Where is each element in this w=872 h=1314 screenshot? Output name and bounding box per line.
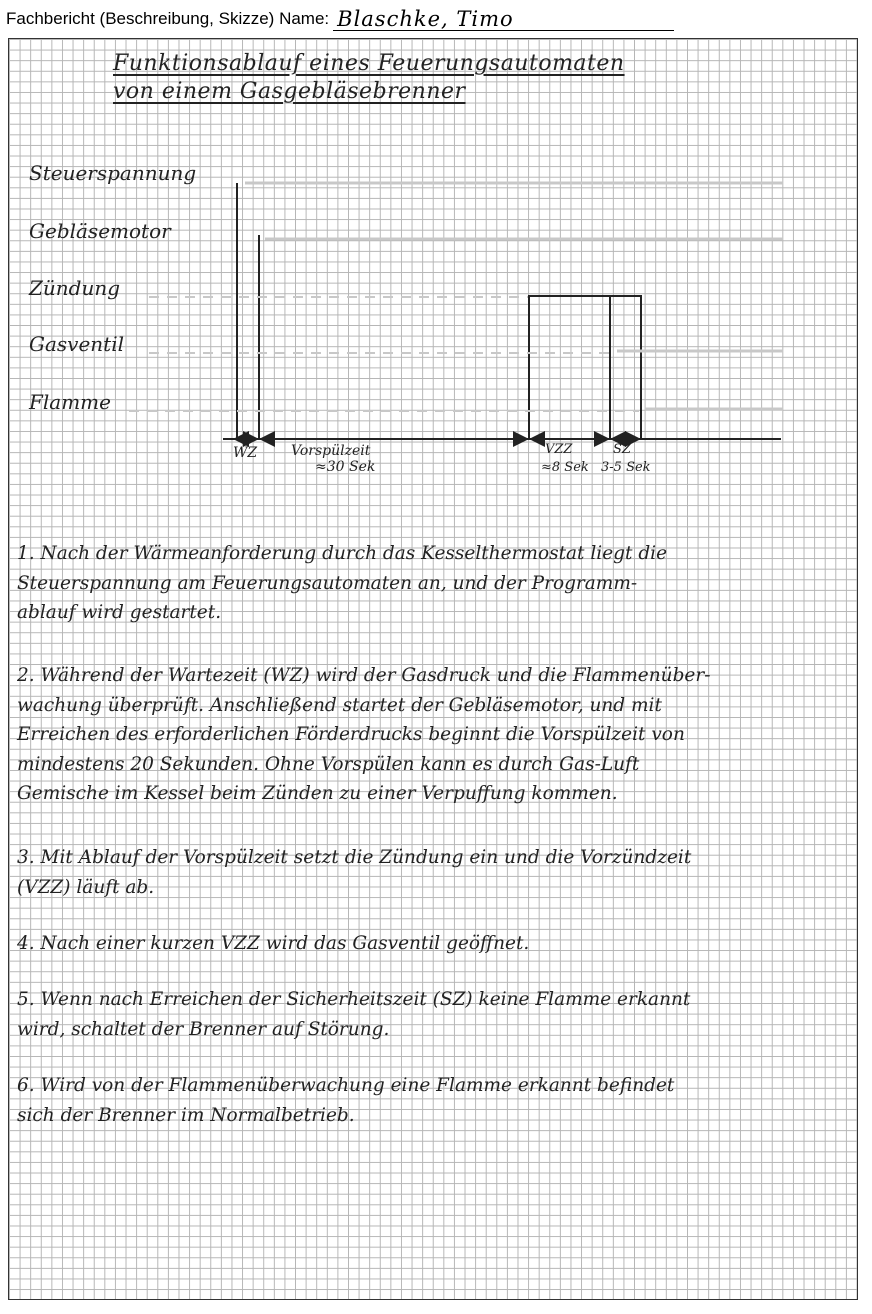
vzz-duration: ≈8 Sek bbox=[541, 460, 589, 475]
paragraph-6: 6. Wird von der Flammenüberwachung eine Flamme erkannt befindet sich der Brenner im Normalbetrieb. bbox=[17, 1075, 675, 1126]
paragraph-1: 1. Nach der Wärmeanforderung durch das Kesselthermostat liegt die Steuerspannung am Feuerungsautomaten an, und der Programm- ablauf wird gestartet. bbox=[17, 543, 668, 623]
report-header bbox=[6, 8, 674, 31]
signal-label-geblaesemotor: Gebläsemotor bbox=[29, 219, 171, 243]
paragraph-3: 3. Mit Ablauf der Vorspülzeit setzt die Zündung ein und die Vorzündzeit (VZZ) läuft ab. bbox=[17, 847, 692, 898]
signal-label-steuerspannung: Steuerspannung bbox=[29, 161, 197, 185]
sz-label: SZ bbox=[613, 442, 631, 457]
timing-lines bbox=[9, 149, 857, 529]
wz-label: WZ bbox=[233, 445, 258, 461]
paragraph-5: 5. Wenn nach Erreichen der Sicherheitszeit (SZ) keine Flamme erkannt wird, schaltet der Brenner auf Störung. bbox=[17, 989, 691, 1040]
title-line-2: von einem Gasgebläsebrenner bbox=[113, 79, 466, 104]
sz-duration: 3-5 Sek bbox=[601, 460, 651, 475]
name-field: Blaschke, Timo bbox=[333, 8, 674, 31]
title-line-1: Funktionsablauf eines Feuerungsautomaten bbox=[113, 51, 625, 76]
signal-label-flamme: Flamme bbox=[29, 390, 111, 414]
header-label: Fachbericht (Beschreibung, Skizze) Name: bbox=[6, 9, 330, 28]
signal-label-zuendung: Zündung bbox=[29, 276, 121, 300]
vorspuelzeit-duration: ≈30 Sek bbox=[315, 459, 376, 475]
zuendung-pulse bbox=[529, 296, 641, 439]
grid-paper-sheet bbox=[8, 38, 858, 1300]
paragraph-2: 2. Während der Wartezeit (WZ) wird der Gasdruck und die Flammenüber- wachung überprüft. Anschließend startet der Gebläsemotor, und mit Erreichen des erforderlichen Förderdrucks beginnt die Vorspülzeit von mindestens 20 Sekunden. Ohne Vorspülen kann es durch Gas-Luft Gemische im Kessel beim Zünden zu einer Verpuffung kommen. bbox=[17, 665, 711, 804]
timing-diagram bbox=[9, 149, 857, 529]
paragraph-4: 4. Nach einer kurzen VZZ wird das Gasventil geöffnet. bbox=[17, 933, 530, 954]
vzz-label: VZZ bbox=[545, 442, 573, 457]
signal-label-gasventil: Gasventil bbox=[29, 332, 125, 356]
vorspuelzeit-label: Vorspülzeit bbox=[291, 443, 371, 459]
